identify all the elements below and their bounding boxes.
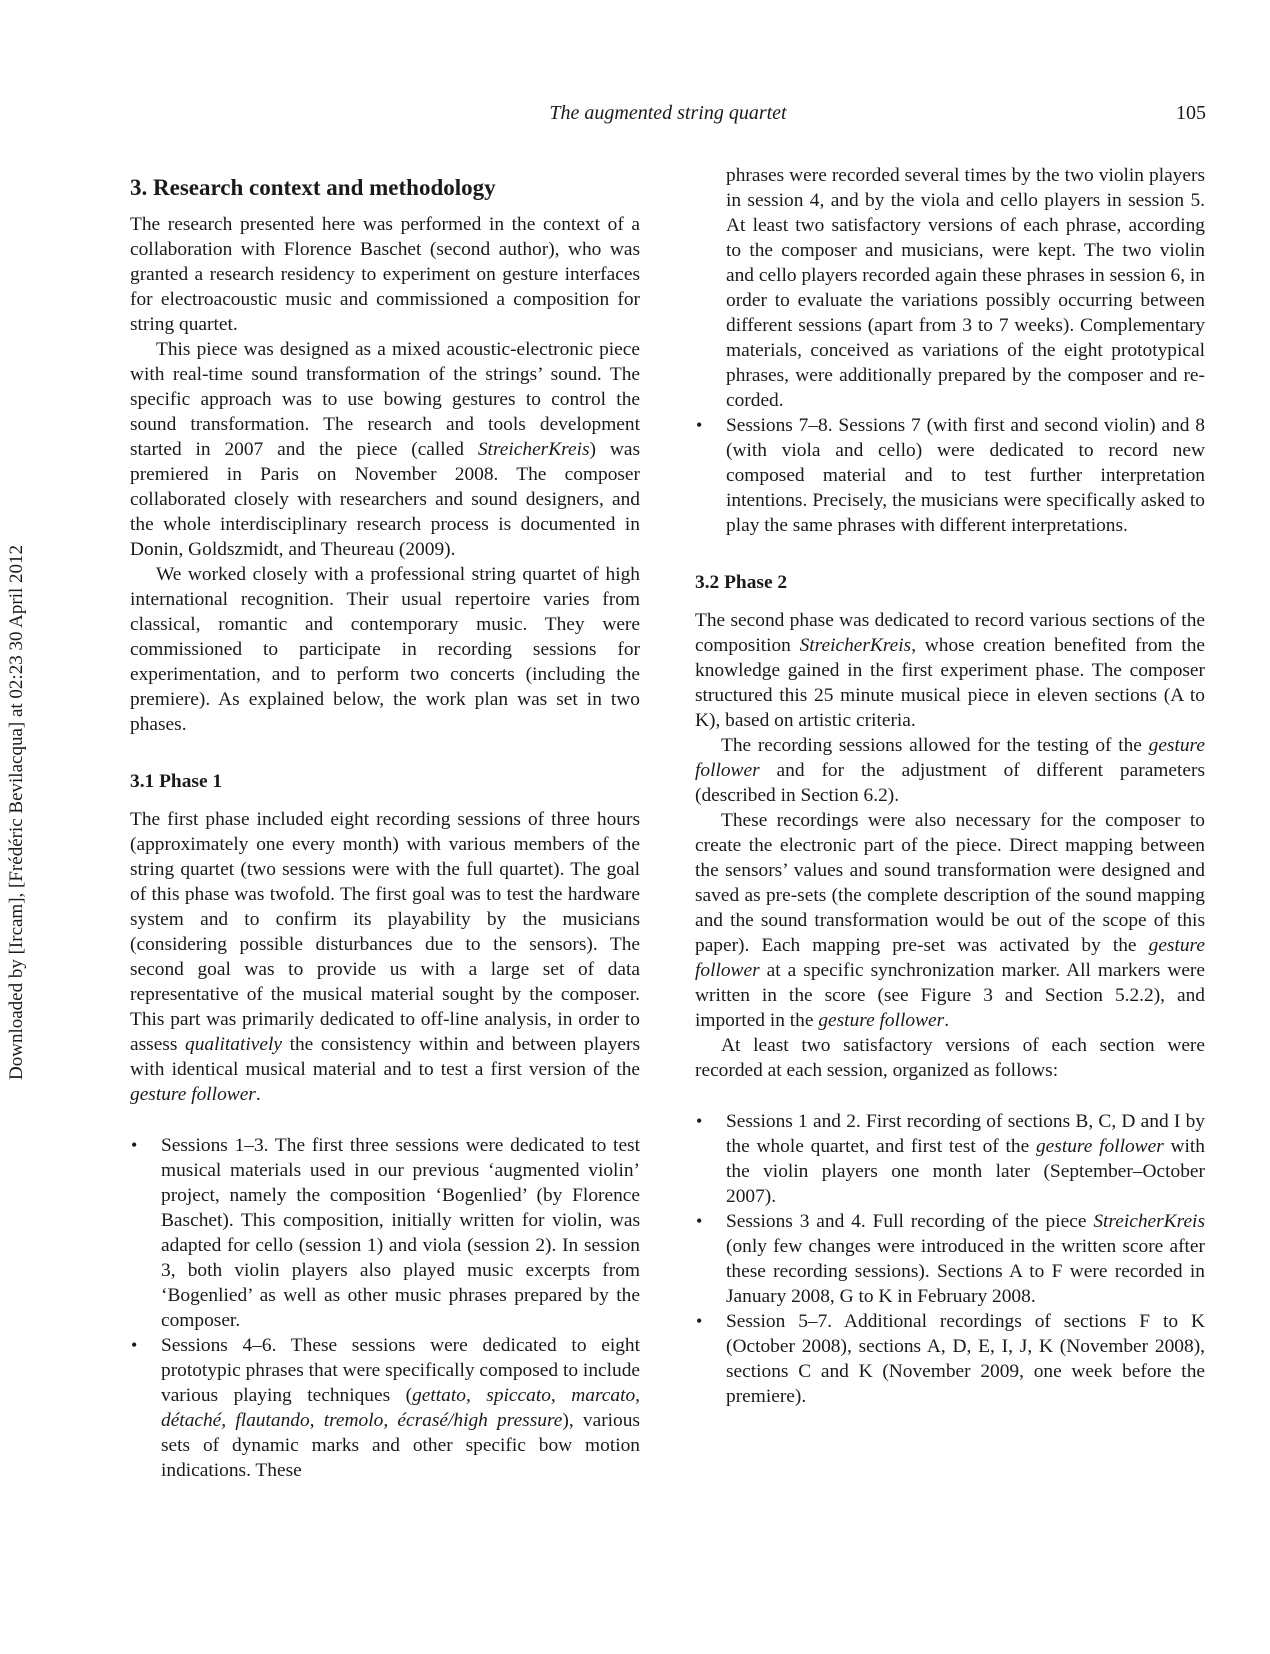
bullet-icon: •: [696, 1211, 703, 1231]
list-item: • Sessions 3 and 4. Full recording of the piece StreicherKreis (only few changes were introduced in the written score after these recording sessions). Sections A to F were recorded in January 2008, G to K in February 2008.: [696, 1211, 1205, 1307]
paragraph: The second phase was dedicated to record various sections of the composition StreicherKreis, whose creation benefited from the knowledge gained in the first experiment phase. The composer structured this 25 minute musical piece in eleven sections (A to K), based on artistic criteria.: [695, 610, 1205, 731]
running-head: [130, 100, 1206, 130]
subsection-heading: 3.1 Phase 1: [130, 771, 223, 792]
section-heading: 3. Research context and methodology: [130, 175, 496, 200]
paragraph: The research presented here was performed in the context of a collaboration with Florence Baschet (second author), who was granted a research residency to experiment on gesture interfaces for electroacoustic music and commissioned a composition for string quartet.: [130, 214, 640, 335]
journal-title: The augmented string quartet: [549, 102, 787, 124]
subsection-heading: 3.2 Phase 2: [695, 572, 788, 593]
bullet-icon: •: [131, 1335, 138, 1355]
paragraph: The recording sessions allowed for the testing of the gesture follower and for the adjustment of different parameters (described in Section 6.2).: [695, 735, 1205, 806]
left-column: [130, 163, 640, 1483]
list-item: • Session 5–7. Additional recordings of sections F to K (October 2008), sections A, D, E, I, J, K (November 2008), sections C and K (November 2009, one week before the premiere).: [696, 1311, 1205, 1407]
page-number: 105: [1176, 102, 1206, 124]
bullet-icon: •: [696, 1111, 703, 1131]
list-item: • Sessions 7–8. Sessions 7 (with first and second violin) and 8 (with viola and cello) were dedicated to record new composed material and to test further interpretation intentions. Precisely, the musicians were specifically asked to play the same phrases with different interpretations.: [696, 415, 1205, 536]
paragraph: We worked closely with a professional string quartet of high international recognition. Their usual repertoire varies from classical, romantic and contemporary music. They were commissioned to participate in recording sessions for experimentation, and to perform two concerts (including the premiere). As explained below, the work plan was set in two phases.: [130, 564, 640, 735]
bullet-list: [695, 1109, 1205, 1409]
bullet-icon: •: [696, 415, 703, 435]
bullet-list: [130, 1133, 640, 1483]
paragraph: At least two satisfactory versions of each section were recorded at each session, organized as follows:: [695, 1035, 1205, 1081]
download-notice: Downloaded by [Ircam], [Frédéric Bevilacqua] at 02:23 30 April 2012: [6, 544, 27, 1080]
list-item: • Sessions 1–3. The first three sessions were dedicated to test musical materials used in our previous ‘augmented violin’ project, namely the composition ‘Bogenlied’ (by Florence Baschet). This composition, initially written for violin, was adapted for cello (session 1) and viola (session 2). In session 3, both violin players also played music excerpts from ‘Bogenlied’ as well as other music phrases prepared by the composer.: [131, 1135, 640, 1331]
bullet-icon: •: [131, 1135, 138, 1155]
list-item: • Sessions 4–6. These sessions were dedicated to eight prototypic phrases that were specifically composed to include various playing techniques (gettato, spiccato, marcato, détaché, flautando, tremolo, écrasé/high pressure), various sets of dynamic marks and other specific bow motion indications. These: [131, 1335, 640, 1481]
piece-title: StreicherKreis: [477, 439, 590, 460]
paragraph: The first phase included eight recording sessions of three hours (approximately one every month) with various members of the string quartet (two sessions were with the full quartet). The goal of this phase was twofold. The first goal was to test the hardware system and to confirm its playability by the musicians (considering possible disturbances due to the sensors). The second goal was to provide us with a large set of data representative of the musical material sought by the composer. This part was primarily dedicated to off-line analysis, in order to assess qualitatively the consistency within and between players with identical musical material and to test a first version of the gesture follower.: [130, 809, 640, 1105]
right-column: [695, 163, 1205, 1409]
bullet-list: [695, 413, 1205, 538]
paragraph: This piece was designed as a mixed acoustic-electronic piece with real-time sound transformation of the strings’ sound. The specific approach was to use bowing gestures to control the sound transformation. The research and tools development started in 2007 and the piece (called StreicherKreis) was premiered in Paris on November 2008. The composer collaborated closely with researchers and sound designers, and the whole interdisciplinary research process is documented in Donin, Goldszmidt, and Theureau (2009).: [130, 339, 640, 560]
bullet-icon: •: [696, 1311, 703, 1331]
paragraph-continued: phrases were recorded several times by the two violin players in session 4, and by the viola and cello players in session 5. At least two satisfactory versions of each phrase, according to the composer and musicians, were kept. The two violin and cello players recorded again these phrases in session 6, in order to evaluate the variations possibly occurring between different sessions (apart from 3 to 7 weeks). Complementary materials, conceived as variations of the eight prototypical phrases, were additionally prepared by the composer and re-corded.: [726, 165, 1205, 411]
paragraph: These recordings were also necessary for the composer to create the electronic part of the piece. Direct mapping between the sensors’ values and sound transformation were designed and saved as pre-sets (the complete description of the sound mapping and the sound transformation would be out of the scope of this paper). Each mapping pre-set was activated by the gesture follower at a specific synchronization marker. All markers were written in the score (see Figure 3 and Section 5.2.2), and imported in the gesture follower.: [695, 810, 1205, 1031]
list-item: • Sessions 1 and 2. First recording of sections B, C, D and I by the whole quartet, and first test of the gesture follower with the violin players one month later (September–October 2007).: [696, 1111, 1205, 1207]
